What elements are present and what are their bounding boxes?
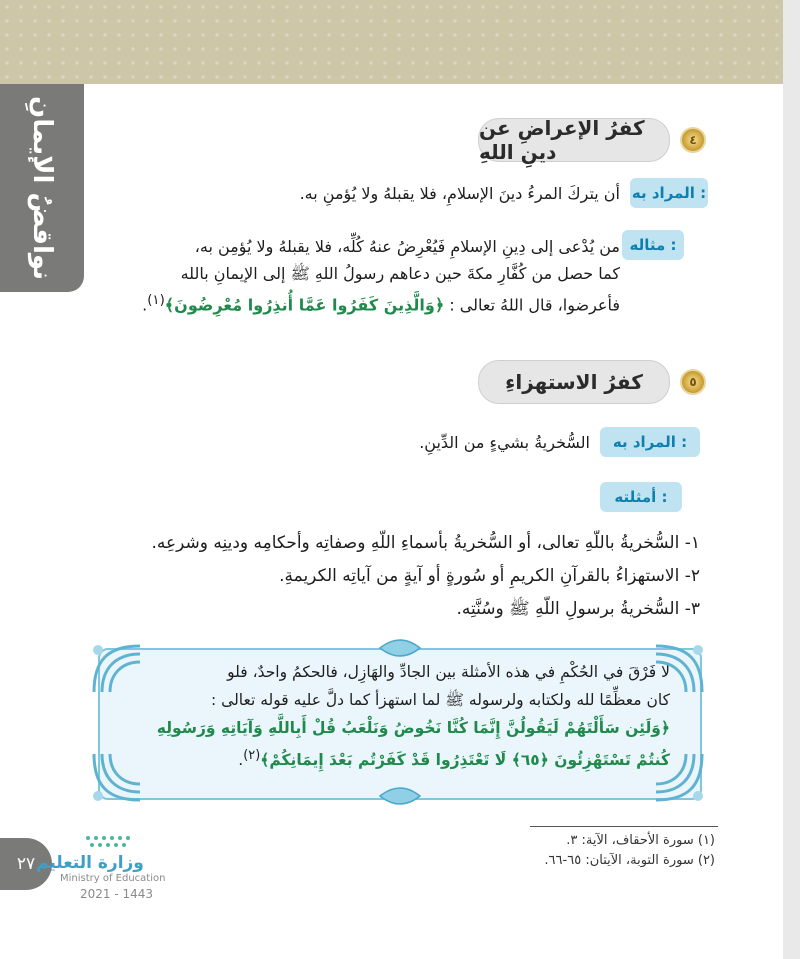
section-5-number-badge: ٥ (680, 369, 706, 395)
example-line-1: من يُدْعى إلى دِينِ الإسلامِ فَيُعْرِضُ عنهُ كُلِّه، فلا يقبلهُ ولا يُؤمِن به، (194, 237, 620, 256)
section-4-example-text (100, 233, 620, 318)
footnote-rule (530, 826, 718, 827)
section-4-example-label: مثاله : (622, 230, 684, 260)
edition-year: 2021 - 1443 (80, 887, 154, 901)
bottom-ornament-icon (378, 784, 422, 808)
quran-verse-tawbah-1: ﴿وَلَئِن سَأَلْتَهُمْ لَيَقُولُنَّ إِنَّمَا كُنَّا نَخُوضُ وَنَلْعَبُ قُلْ أَبِاللَّهِ وَآيَاتِهِ وَرَسُولِهِ (156, 719, 670, 737)
corner-ornament-icon (650, 748, 708, 806)
footnote-ref-1: (١) (147, 293, 165, 308)
section-4-number-badge: ٤ (680, 127, 706, 153)
example-line-3 (100, 287, 620, 318)
example-line-2: كما حصل من كُفَّارِ مكةَ حين دعاهم رسولُ اللهِ ﷺ إلى الإيمانِ بالله (180, 264, 620, 283)
note-line-2: كان معظِّمًا لله ولكتابه ولرسوله ﷺ لما استهزأ كما دلَّ عليه قوله تعالى : (211, 691, 670, 709)
chapter-title: نواقضُ الإيمانِ (27, 96, 57, 280)
top-decorative-band (0, 0, 783, 84)
section-5-title: كفرُ الاستهزاءِ (478, 360, 670, 404)
section-5-meaning-label: المراد به : (600, 427, 700, 457)
note-box (98, 648, 702, 800)
example-line-3-end: . (142, 295, 148, 315)
quran-verse-ahqaf: ﴿وَالَّذِينَ كَفَرُوا عَمَّا أُنذِرُوا مُعْرِضُونَ﴾ (164, 295, 445, 315)
section-4-title: كفرُ الإعراضِ عن دينِ اللهِ (478, 118, 670, 162)
section-4-meaning-label: المراد به : (630, 178, 708, 208)
page-number: ٢٧ (0, 838, 52, 890)
note-line-4 (130, 742, 670, 774)
ministry-name-en: Ministry of Education (60, 873, 166, 884)
section-4-meaning-text: أن يتركَ المرءُ دينَ الإسلامِ، فلا يقبلهُ ولا يُؤمنِ به. (299, 184, 620, 203)
corner-ornament-icon (88, 748, 146, 806)
corner-ornament-icon (88, 640, 146, 698)
footnote-2: (٢) سورة التوبة، الآيتان: ٦٥-٦٦. (544, 853, 715, 868)
note-line-1: لا فَرْقَ في الحُكْمِ في هذه الأمثلة بين الجادِّ والهَازِل، فالحكمُ واحدٌ، فلو (227, 663, 670, 681)
section-5-examples-label: أمثلته : (600, 482, 682, 512)
section-5-examples-list (151, 527, 700, 626)
chapter-side-tab (0, 84, 84, 292)
footnote-1: (١) سورة الأحقاف، الآية: ٣. (566, 833, 715, 848)
list-item: ١- السُّخريةُ باللّهِ تعالى، أو السُّخريةُ بأسماءِ اللّهِ وصفاتِه وأحكامِه ودينِه وشرعِه. (151, 533, 700, 553)
note-line-4-end: . (238, 751, 244, 770)
ministry-name: وزارة التعليم (36, 853, 144, 873)
page-edge-strip (783, 0, 800, 959)
quran-verse-tawbah-2: كُنتُمْ تَسْتَهْزِئُونَ ﴿٦٥﴾ لَا تَعْتَذِرُوا قَدْ كَفَرْتُم بَعْدَ إِيمَانِكُمْ﴾ (260, 751, 670, 770)
example-line-3-pre: فأعرضوا، قال اللهُ تعالى : (449, 295, 620, 315)
note-text (130, 658, 670, 774)
footnote-ref-2: (٢) (243, 748, 261, 763)
top-ornament-icon (378, 636, 422, 660)
list-item: ٢- الاستهزاءُ بالقرآنِ الكريمِ أو سُورةٍ أو آيةٍ من آياتِه الكريمةِ. (279, 566, 700, 586)
section-5-meaning-text: السُّخريةُ بشيءٍ من الدِّينِ. (419, 433, 590, 452)
list-item: ٣- السُّخريةُ برسولِ اللّهِ ﷺ وسُنَّتِه. (456, 599, 700, 619)
corner-ornament-icon (650, 640, 708, 698)
